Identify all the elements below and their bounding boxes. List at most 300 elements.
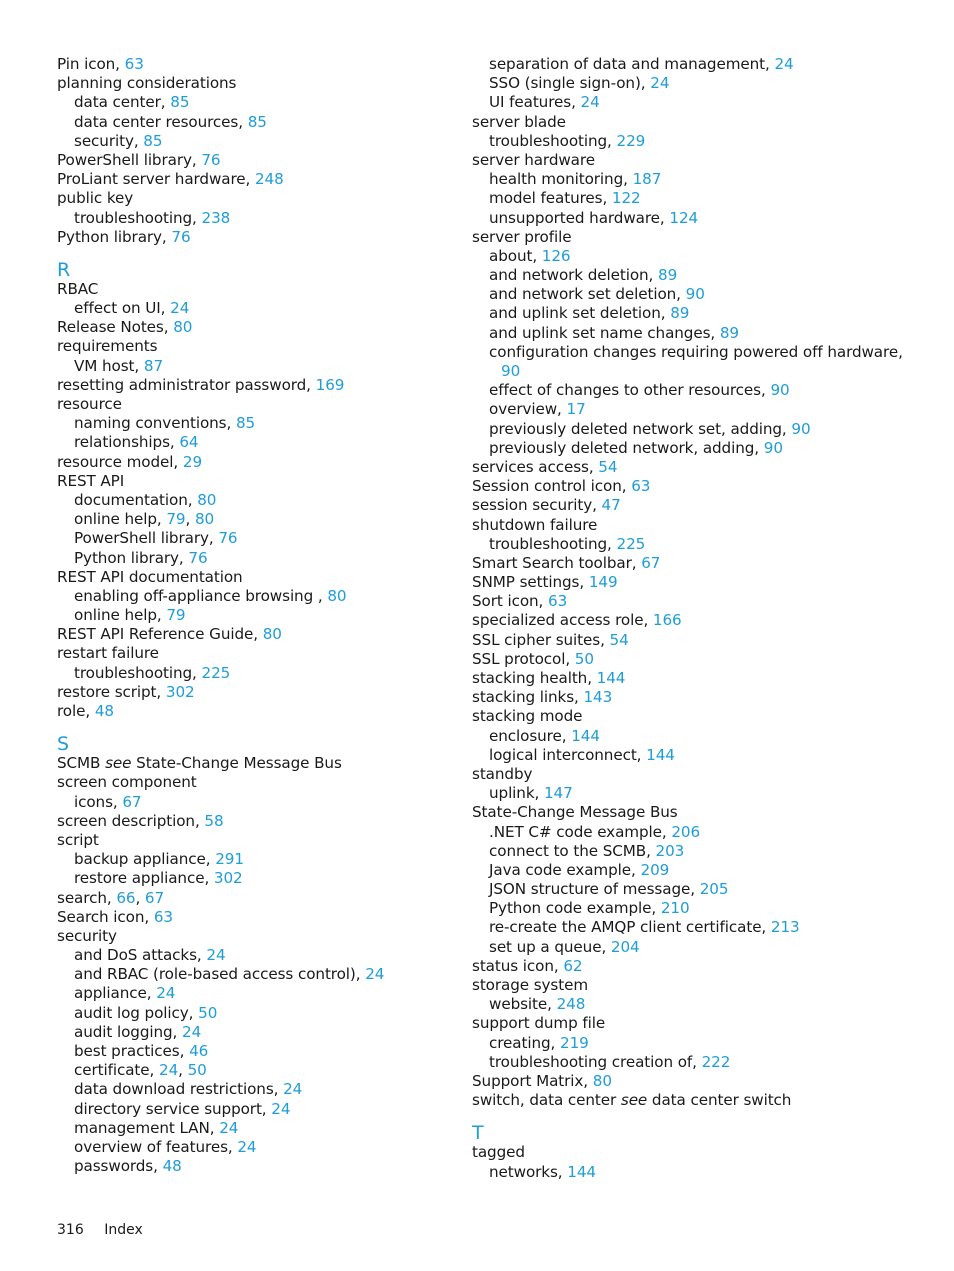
index-entry: [57, 453, 457, 472]
index-subentry: [472, 784, 942, 803]
page-link[interactable]: 58: [204, 811, 224, 830]
index-subentry: [472, 918, 942, 937]
page-link[interactable]: 24: [206, 946, 226, 965]
index-subentry: [57, 1100, 457, 1119]
index-term: role,: [57, 702, 95, 720]
index-subentry: [57, 414, 457, 433]
index-subentry: [57, 793, 457, 812]
page-link[interactable]: 63: [631, 477, 651, 496]
index-subentry: [472, 880, 942, 899]
index-subentry: [472, 746, 942, 765]
index-term: Python code example,: [489, 899, 661, 918]
index-term: health monitoring,: [489, 170, 633, 189]
index-term: troubleshooting,: [489, 131, 617, 150]
index-entry: [472, 976, 942, 995]
index-term: effect of changes to other resources,: [489, 381, 771, 400]
index-subentry: [57, 850, 457, 869]
index-term: server blade: [472, 112, 566, 131]
index-entry: [57, 151, 457, 170]
index-subentry: [57, 299, 457, 318]
index-term: restart failure: [57, 644, 159, 663]
page-link[interactable]: 144: [571, 726, 600, 745]
page-link[interactable]: 209: [640, 860, 670, 879]
index-subentry: [57, 984, 457, 1003]
index-term: stacking health,: [472, 669, 597, 687]
page-link[interactable]: 85: [143, 131, 163, 150]
index-subentry: [472, 266, 942, 285]
index-entry: [472, 113, 942, 132]
index-term: server hardware: [472, 150, 595, 169]
page-link[interactable]: 67: [122, 792, 142, 811]
index-column-right: [472, 55, 942, 1182]
page-link[interactable]: 225: [201, 663, 231, 682]
index-term: support dump file: [472, 1014, 606, 1033]
index-entry: [57, 644, 457, 663]
index-entry: [57, 170, 457, 189]
page-link[interactable]: 144: [567, 1162, 596, 1181]
page-link[interactable]: 76: [171, 227, 191, 246]
index-term: connect to the SCMB,: [489, 841, 656, 860]
page-link[interactable]: 24: [159, 1061, 179, 1080]
index-term: and network set deletion,: [489, 285, 686, 304]
index-subentry: [57, 1080, 457, 1099]
page-link[interactable]: 76: [218, 529, 238, 548]
page-link[interactable]: 229: [616, 131, 646, 150]
index-subentry: [472, 439, 942, 458]
page-link[interactable]: 80: [197, 490, 217, 509]
index-term: screen component: [57, 773, 197, 792]
index-term: set up a queue,: [489, 937, 611, 956]
index-term: RBAC: [57, 279, 99, 298]
page-link[interactable]: 29: [182, 452, 203, 471]
index-subentry: [57, 433, 457, 452]
index-subentry: [472, 1163, 942, 1182]
index-term: relationships,: [74, 433, 180, 452]
page-link[interactable]: 64: [179, 433, 199, 452]
index-term: troubleshooting,: [74, 663, 202, 682]
index-subentry: [57, 1157, 457, 1176]
index-term: SSO (single sign-on),: [489, 74, 651, 93]
index-term: resource: [57, 395, 122, 413]
page-link[interactable]: 62: [563, 956, 583, 975]
index-entry: [57, 74, 457, 93]
page-link[interactable]: 24: [170, 299, 190, 318]
index-entry: [57, 908, 457, 927]
index-entry: [57, 625, 457, 644]
page-link[interactable]: 50: [187, 1061, 207, 1080]
index-term: Support Matrix,: [472, 1071, 593, 1090]
index-term: status icon,: [472, 956, 564, 975]
index-term: online help,: [74, 606, 167, 625]
page-link[interactable]: 80: [262, 625, 282, 644]
page-link[interactable]: 17: [566, 400, 586, 419]
index-term: security: [57, 926, 117, 945]
index-term: website,: [489, 995, 557, 1014]
index-term: troubleshooting,: [489, 534, 617, 553]
index-term: enclosure,: [489, 726, 572, 745]
index-term: resource model,: [57, 452, 183, 471]
page-link[interactable]: 85: [170, 93, 190, 112]
index-entry: [57, 280, 457, 299]
index-subentry: [57, 549, 457, 568]
page-link[interactable]: 85: [247, 112, 267, 131]
index-subentry: [472, 938, 942, 957]
index-subentry: [472, 842, 942, 861]
index-term: audit logging,: [74, 1022, 183, 1041]
page-link[interactable]: 89: [719, 323, 739, 342]
page-link[interactable]: 80: [173, 318, 193, 337]
page-link[interactable]: 149: [588, 573, 618, 592]
index-term: configuration changes requiring powered off hardware,: [489, 342, 903, 361]
index-term: SSL protocol,: [472, 649, 575, 668]
page-link[interactable]: 144: [646, 745, 675, 764]
page-link[interactable]: 206: [671, 822, 701, 841]
index-subentry: [57, 510, 457, 529]
page-link[interactable]: 302: [165, 682, 195, 701]
index-letter-heading: S: [57, 733, 70, 756]
index-term: management LAN,: [74, 1118, 220, 1137]
index-subentry: [57, 1138, 457, 1157]
index-subentry: [57, 357, 457, 376]
page-link[interactable]: 210: [660, 899, 690, 918]
index-subentry: [57, 113, 457, 132]
page-link[interactable]: 80: [592, 1071, 612, 1090]
index-subentry: [472, 132, 942, 151]
index-term: unsupported hardware,: [489, 208, 670, 227]
index-term: public key: [57, 189, 134, 208]
index-term: Java code example,: [489, 860, 641, 879]
index-subentry: [472, 727, 942, 746]
index-subentry: [57, 965, 457, 984]
index-subentry: [472, 535, 942, 554]
index-entry: [472, 1091, 942, 1110]
index-entry: [57, 812, 457, 831]
page-footer: [57, 1222, 143, 1238]
page-link[interactable]: 24: [650, 74, 670, 93]
index-entry: [472, 151, 942, 170]
index-entry: [57, 889, 457, 908]
index-term: UI features,: [489, 93, 581, 112]
index-term: SNMP settings,: [472, 573, 589, 592]
index-term: documentation,: [74, 490, 198, 509]
index-term: PowerShell library,: [57, 150, 202, 169]
see-target: data center switch: [647, 1091, 792, 1110]
page-link[interactable]: 24: [156, 984, 176, 1003]
page-link[interactable]: 90: [763, 438, 783, 457]
index-term: requirements: [57, 337, 158, 356]
index-term: switch, data center: [472, 1091, 621, 1110]
page-link[interactable]: 24: [182, 1022, 202, 1041]
page-link[interactable]: 24: [283, 1080, 303, 1099]
index-subentry: [57, 869, 457, 888]
index-term: planning considerations: [57, 74, 237, 93]
page-link[interactable]: 50: [574, 649, 594, 668]
index-entry: [57, 318, 457, 337]
page-link[interactable]: 90: [685, 285, 705, 304]
index-subentry: [472, 400, 942, 419]
index-term: Python library,: [74, 548, 189, 567]
index-term: standby: [472, 764, 533, 783]
page-link[interactable]: 80: [194, 510, 215, 529]
page-link[interactable]: 89: [658, 266, 678, 285]
page-link[interactable]: 47: [601, 496, 621, 515]
index-subentry: [472, 995, 942, 1014]
index-term: enabling off-appliance browsing ,: [74, 586, 328, 605]
page-link[interactable]: 80: [327, 586, 347, 605]
index-subentry: [472, 823, 942, 842]
index-term: troubleshooting,: [74, 208, 202, 227]
index-entry: [472, 707, 942, 726]
index-term: certificate,: [74, 1061, 159, 1080]
index-term: data center resources,: [74, 112, 248, 131]
page-link[interactable]: 24: [365, 965, 385, 984]
index-term: restore script,: [57, 682, 166, 701]
index-term: server profile: [472, 227, 572, 246]
index-term: PowerShell library,: [74, 529, 219, 548]
index-term: ProLiant server hardware,: [57, 170, 255, 189]
page-link[interactable]: 46: [189, 1042, 209, 1060]
index-subentry: [472, 247, 942, 266]
index-subentry: [472, 170, 942, 189]
index-term: previously deleted network set, adding,: [489, 419, 792, 438]
page-link[interactable]: 85: [235, 414, 256, 433]
index-term: appliance,: [74, 984, 157, 1003]
index-subentry: [472, 324, 942, 343]
index-subentry: [57, 1061, 457, 1080]
index-term: Pin icon,: [57, 55, 125, 73]
index-term: .NET C# code example,: [489, 822, 672, 841]
page-link[interactable]: 248: [254, 170, 284, 189]
index-entry: [472, 765, 942, 784]
index-term: REST API documentation: [57, 567, 243, 586]
index-term: storage system: [472, 976, 589, 994]
page-link[interactable]: 248: [556, 995, 586, 1014]
page-separator: ,: [135, 888, 145, 907]
page-link[interactable]: 143: [583, 688, 613, 707]
page-link[interactable]: 124: [669, 208, 699, 227]
index-subentry: [472, 1053, 942, 1072]
page-link[interactable]: 90: [770, 381, 790, 400]
index-entry: [472, 477, 942, 496]
index-subentry: [57, 587, 457, 606]
page-link[interactable]: 67: [641, 553, 661, 572]
index-subentry: [472, 899, 942, 918]
page-link[interactable]: 204: [610, 937, 640, 956]
index-subentry: [57, 664, 457, 683]
page-separator: ,: [185, 510, 195, 529]
index-term: session security,: [472, 496, 602, 515]
index-term: data download restrictions,: [74, 1080, 284, 1099]
index-entry: [472, 554, 942, 573]
index-entry: [57, 228, 457, 247]
index-term: icons,: [74, 792, 123, 811]
page-link[interactable]: 203: [655, 841, 685, 860]
index-term: data center,: [74, 93, 171, 112]
index-term: re-create the AMQP client certificate,: [489, 918, 771, 937]
index-term: Sort icon,: [472, 592, 549, 611]
index-entry: [472, 516, 942, 535]
page-link[interactable]: 238: [201, 208, 231, 227]
index-entry: [57, 831, 457, 850]
index-term: online help,: [74, 510, 167, 529]
page-link[interactable]: 48: [162, 1157, 182, 1176]
index-letter-heading: T: [472, 1122, 484, 1145]
page-link[interactable]: 122: [611, 189, 641, 208]
page-separator: ,: [178, 1061, 188, 1080]
page-link[interactable]: 90: [501, 362, 521, 380]
index-term: overview of features,: [74, 1137, 238, 1156]
index-term: stacking mode: [472, 707, 583, 726]
page-link[interactable]: 76: [188, 548, 208, 567]
index-term: audit log policy,: [74, 1003, 199, 1022]
index-subentry: [57, 93, 457, 112]
page-link[interactable]: 48: [94, 702, 114, 720]
index-entry: [472, 228, 942, 247]
index-subentry: [57, 209, 457, 228]
index-term: and uplink set deletion,: [489, 304, 671, 323]
page-link[interactable]: 24: [237, 1137, 257, 1156]
index-subentry: [57, 606, 457, 625]
page-link[interactable]: 67: [144, 888, 165, 907]
index-term: stacking links,: [472, 688, 584, 707]
index-term: about,: [489, 246, 542, 265]
page-link[interactable]: 169: [315, 375, 345, 394]
index-term: uplink,: [489, 784, 544, 803]
page-link[interactable]: 24: [271, 1099, 291, 1118]
index-term: model features,: [489, 189, 612, 208]
index-term: and DoS attacks,: [74, 946, 207, 965]
page-link[interactable]: 147: [543, 784, 573, 803]
page-link[interactable]: 79: [166, 606, 186, 625]
index-term: script: [57, 830, 99, 849]
index-term: best practices,: [74, 1042, 190, 1060]
page-link[interactable]: 213: [770, 918, 800, 937]
index-subentry: [472, 343, 942, 362]
index-entry: [472, 650, 942, 669]
index-term: Search icon,: [57, 907, 154, 926]
page-link[interactable]: 166: [652, 611, 682, 630]
index-entry: [57, 337, 457, 356]
page-number: 316: [57, 1222, 84, 1238]
page-link[interactable]: 222: [701, 1052, 731, 1071]
index-term: State-Change Message Bus: [472, 803, 678, 822]
index-term: separation of data and management,: [489, 55, 775, 73]
index-term: previously deleted network, adding,: [489, 438, 764, 457]
index-entry: [472, 631, 942, 650]
page-link[interactable]: 126: [541, 246, 571, 265]
index-term: creating,: [489, 1033, 561, 1052]
index-entry: [57, 773, 457, 792]
page-link[interactable]: 219: [560, 1033, 589, 1052]
page-link[interactable]: 24: [580, 93, 600, 112]
page-link[interactable]: 225: [616, 534, 646, 553]
index-term: VM host,: [74, 356, 144, 375]
index-term: resetting administrator password,: [57, 375, 316, 394]
index-entry: [57, 395, 457, 414]
page-link[interactable]: 54: [598, 457, 618, 476]
index-term: shutdown failure: [472, 515, 598, 534]
page-link[interactable]: 291: [215, 850, 244, 869]
index-subentry: [472, 1034, 942, 1053]
page-link[interactable]: 187: [632, 170, 662, 189]
page-link[interactable]: 24: [219, 1118, 239, 1137]
index-term: REST API: [57, 471, 125, 490]
index-column-left: [57, 55, 457, 1176]
index-term: SSL cipher suites,: [472, 630, 610, 649]
index-entry: [472, 1143, 942, 1162]
index-subentry: [57, 491, 457, 510]
index-term: and uplink set name changes,: [489, 323, 720, 342]
page-link[interactable]: 302: [213, 869, 243, 888]
index-subentry: [472, 93, 942, 112]
page-link[interactable]: 50: [198, 1003, 218, 1022]
index-entry: [57, 472, 457, 491]
index-term: networks,: [489, 1162, 568, 1181]
index-term: effect on UI,: [74, 299, 171, 318]
index-entry: [472, 611, 942, 630]
index-entry: [472, 957, 942, 976]
index-term: services access,: [472, 457, 599, 476]
page-link[interactable]: 76: [201, 150, 221, 169]
page-link[interactable]: 66: [116, 888, 136, 907]
index-term: restore appliance,: [74, 869, 214, 888]
index-subentry: [472, 362, 942, 381]
page-link[interactable]: 144: [596, 669, 626, 687]
index-subentry: [472, 861, 942, 880]
index-entry: [472, 1014, 942, 1033]
see-target: State-Change Message Bus: [131, 754, 342, 773]
page-link[interactable]: 87: [143, 356, 164, 375]
index-term: screen description,: [57, 811, 205, 830]
index-term: security,: [74, 131, 144, 150]
index-subentry: [57, 1119, 457, 1138]
index-term: Python library,: [57, 227, 172, 246]
index-entry: [57, 55, 457, 74]
page-link[interactable]: 205: [699, 880, 729, 899]
index-entry: [472, 1072, 942, 1091]
page-link[interactable]: 63: [153, 907, 173, 926]
index-term: passwords,: [74, 1157, 163, 1176]
index-subentry: [472, 285, 942, 304]
page-link[interactable]: 79: [166, 510, 186, 529]
index-subentry: [57, 1042, 457, 1061]
index-entry: [472, 803, 942, 822]
index-entry: [57, 683, 457, 702]
page-link[interactable]: 63: [548, 592, 568, 611]
index-entry: [472, 669, 942, 688]
see-reference: see: [105, 754, 132, 773]
index-term: REST API Reference Guide,: [57, 625, 263, 644]
index-term: Smart Search toolbar,: [472, 553, 642, 572]
index-term: backup appliance,: [74, 850, 216, 869]
index-term: Session control icon,: [472, 477, 632, 496]
page-link[interactable]: 63: [124, 55, 144, 73]
index-letter-heading: R: [57, 258, 71, 281]
index-entry: [57, 702, 457, 721]
page-link[interactable]: 89: [670, 304, 690, 323]
index-term: SCMB: [57, 754, 106, 773]
index-subentry: [57, 946, 457, 965]
page-link[interactable]: 24: [774, 55, 794, 73]
page-link[interactable]: 54: [609, 630, 629, 649]
index-entry: [57, 376, 457, 395]
index-term: overview,: [489, 400, 567, 419]
index-term: search,: [57, 888, 117, 907]
index-entry: [472, 496, 942, 515]
index-term: Release Notes,: [57, 318, 174, 337]
page-link[interactable]: 90: [791, 419, 811, 438]
index-subentry: [57, 132, 457, 151]
